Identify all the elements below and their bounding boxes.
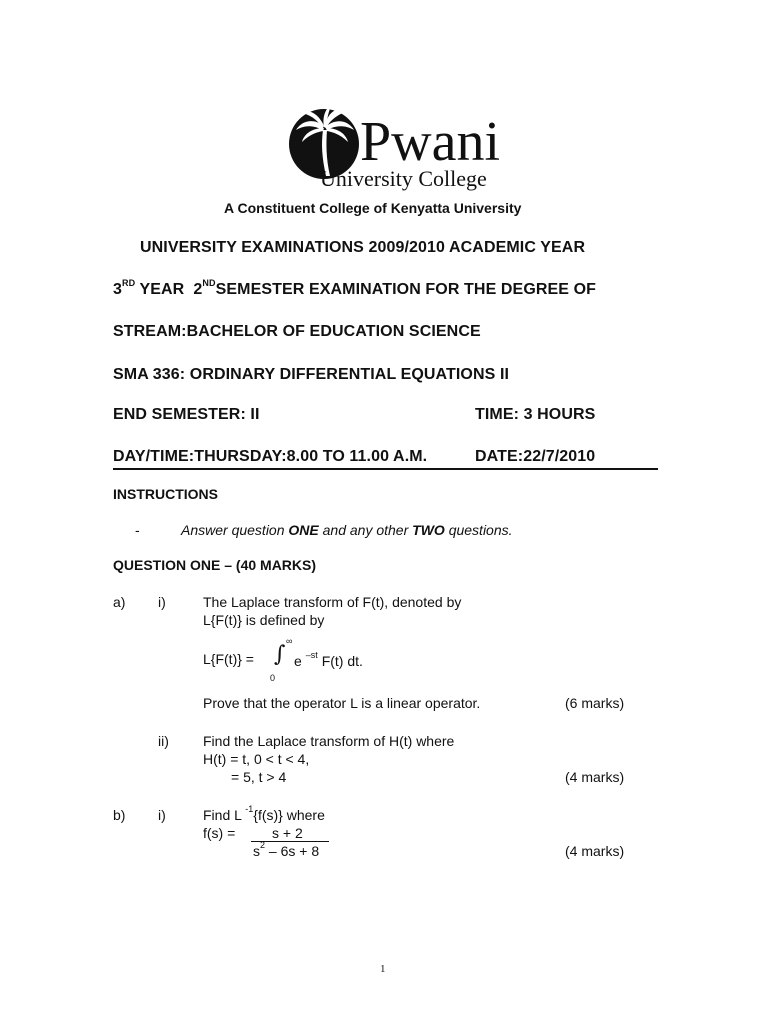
part-b-i-label: i) [158, 807, 166, 823]
semester-superscript: ND [202, 278, 216, 288]
logo-subtitle: University College [320, 166, 487, 191]
part-a-ii-marks: (4 marks) [565, 769, 625, 785]
inverse-superscript: -1 [245, 804, 254, 814]
formula-exponent: –st [305, 650, 318, 660]
fraction-numerator: s + 2 [272, 825, 303, 841]
formula-rhs: F(t) dt. [317, 653, 363, 669]
denominator-exponent: 2 [260, 840, 266, 850]
denominator-s: s [253, 843, 260, 859]
instruction-dash: - [135, 522, 140, 538]
part-b-i-line-1 [203, 804, 325, 823]
part-a-i-line-2: L{F(t)} is defined by [203, 612, 325, 628]
part-a-ii-line-1: Find the Laplace transform of H(t) where [203, 733, 455, 749]
year-number: 3 [113, 281, 122, 298]
prove-statement: Prove that the operator L is a linear operator. [203, 695, 481, 711]
instructions-heading: INSTRUCTIONS [113, 486, 218, 502]
integral-sign: ∫ [274, 642, 286, 667]
part-a-i-line-1: The Laplace transform of F(t), denoted by [203, 594, 462, 610]
instruction-part-3: questions. [444, 522, 513, 538]
part-a-ii-line-2: H(t) = t, 0 < t < 4, [203, 751, 310, 767]
part-b-i-marks: (4 marks) [565, 843, 625, 859]
end-semester: END SEMESTER: II [113, 406, 260, 423]
part-a-ii-line-3: = 5, t > 4 [231, 769, 287, 785]
formula-integrand [294, 650, 363, 669]
exam-time: TIME: 3 HOURS [475, 406, 596, 423]
fraction-denominator [253, 840, 320, 859]
part-b-label: b) [113, 807, 126, 823]
integral-upper-limit: ∞ [286, 636, 293, 646]
fs-label: f(s) = [203, 825, 236, 841]
stream-line: STREAM:BACHELOR OF EDUCATION SCIENCE [113, 323, 481, 340]
year-semester-line [113, 278, 597, 299]
exam-title: UNIVERSITY EXAMINATIONS 2009/2010 ACADEMIC YEAR [140, 239, 586, 256]
semester-text: SEMESTER EXAMINATION FOR THE DEGREE OF [215, 281, 597, 298]
part-a-i-marks: (6 marks) [565, 695, 625, 711]
day-time: DAY/TIME:THURSDAY:8.00 TO 11.00 A.M. [113, 448, 428, 465]
instruction-one: ONE [288, 522, 319, 538]
find-prefix: Find L [203, 807, 246, 823]
year-text: YEAR 2 [135, 281, 203, 298]
constituent-line: A Constituent College of Kenyatta University [224, 200, 522, 216]
instruction-text [181, 522, 513, 538]
pwani-logo [288, 100, 503, 192]
part-a-i-label: i) [158, 594, 166, 610]
denominator-rest: – 6s + 8 [265, 843, 320, 859]
header-divider [113, 468, 658, 470]
formula-lhs: L{F(t)} = [203, 651, 254, 667]
part-a-ii-label: ii) [158, 733, 169, 749]
exam-date: DATE:22/7/2010 [475, 448, 596, 465]
integral-lower-limit: 0 [270, 673, 276, 683]
palm-tree-icon [288, 100, 503, 192]
part-a-label: a) [113, 594, 126, 610]
page-number: 1 [380, 963, 386, 975]
question-one-heading: QUESTION ONE – (40 MARKS) [113, 557, 317, 573]
course-title: SMA 336: ORDINARY DIFFERENTIAL EQUATIONS II [113, 366, 510, 383]
year-superscript: RD [122, 278, 136, 288]
find-suffix: {f(s)} where [253, 807, 325, 823]
logo-name: Pwani [360, 111, 500, 173]
instruction-part-1: Answer question [181, 522, 289, 538]
formula-e: e [294, 653, 302, 669]
instruction-part-2: and any other [318, 522, 413, 538]
instruction-two: TWO [412, 522, 445, 538]
